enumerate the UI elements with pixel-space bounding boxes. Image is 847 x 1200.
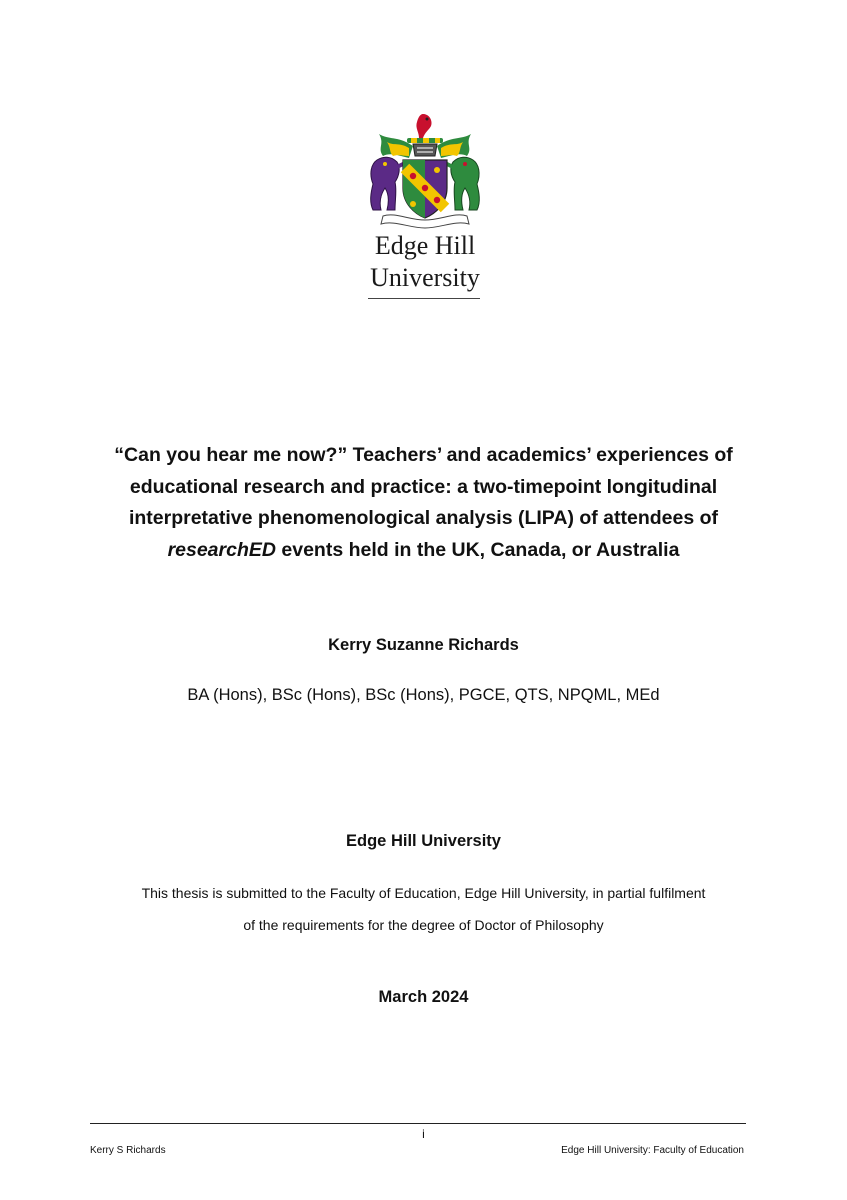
- title-line-3: interpretative phenomenological analysis (LIPA) of attendees of: [128, 507, 719, 529]
- page-number: i: [422, 1127, 425, 1141]
- title-line-2: educational research and practice: a two-timepoint longitudinal: [129, 475, 718, 498]
- coat-of-arms-icon: [355, 112, 495, 232]
- submission-statement: [60, 877, 787, 941]
- university-name: Edge Hill University: [346, 832, 501, 850]
- title-line-4-rest: events held in the UK, Canada, or Australia: [275, 538, 680, 561]
- logo-wordmark-line2: University: [370, 263, 480, 292]
- logo-wordmark-line1: Edge Hill: [374, 231, 476, 260]
- submission-line-1: This thesis is submitted to the Faculty of Education, Edge Hill University, in partial fulfilment: [141, 885, 706, 901]
- footer-author: Kerry S Richards: [90, 1145, 166, 1156]
- title-line-1: “Can you hear me now?” Teachers’ and academics’ experiences of: [114, 444, 733, 466]
- title-line-4: [60, 535, 787, 567]
- footer-faculty: Edge Hill University: Faculty of Education: [561, 1145, 744, 1156]
- thesis-title: [60, 440, 787, 566]
- logo-underline: [368, 298, 480, 299]
- submission-line-2: of the requirements for the degree of Doctor of Philosophy: [243, 917, 604, 933]
- university-logo: [0, 112, 847, 307]
- author-name: Kerry Suzanne Richards: [328, 636, 519, 654]
- submission-date: March 2024: [378, 988, 469, 1006]
- author-qualifications: BA (Hons), BSc (Hons), BSc (Hons), PGCE, QTS, NPQML, MEd: [187, 686, 660, 704]
- footer-divider: [90, 1123, 746, 1124]
- title-italic-term: researchED: [167, 538, 276, 561]
